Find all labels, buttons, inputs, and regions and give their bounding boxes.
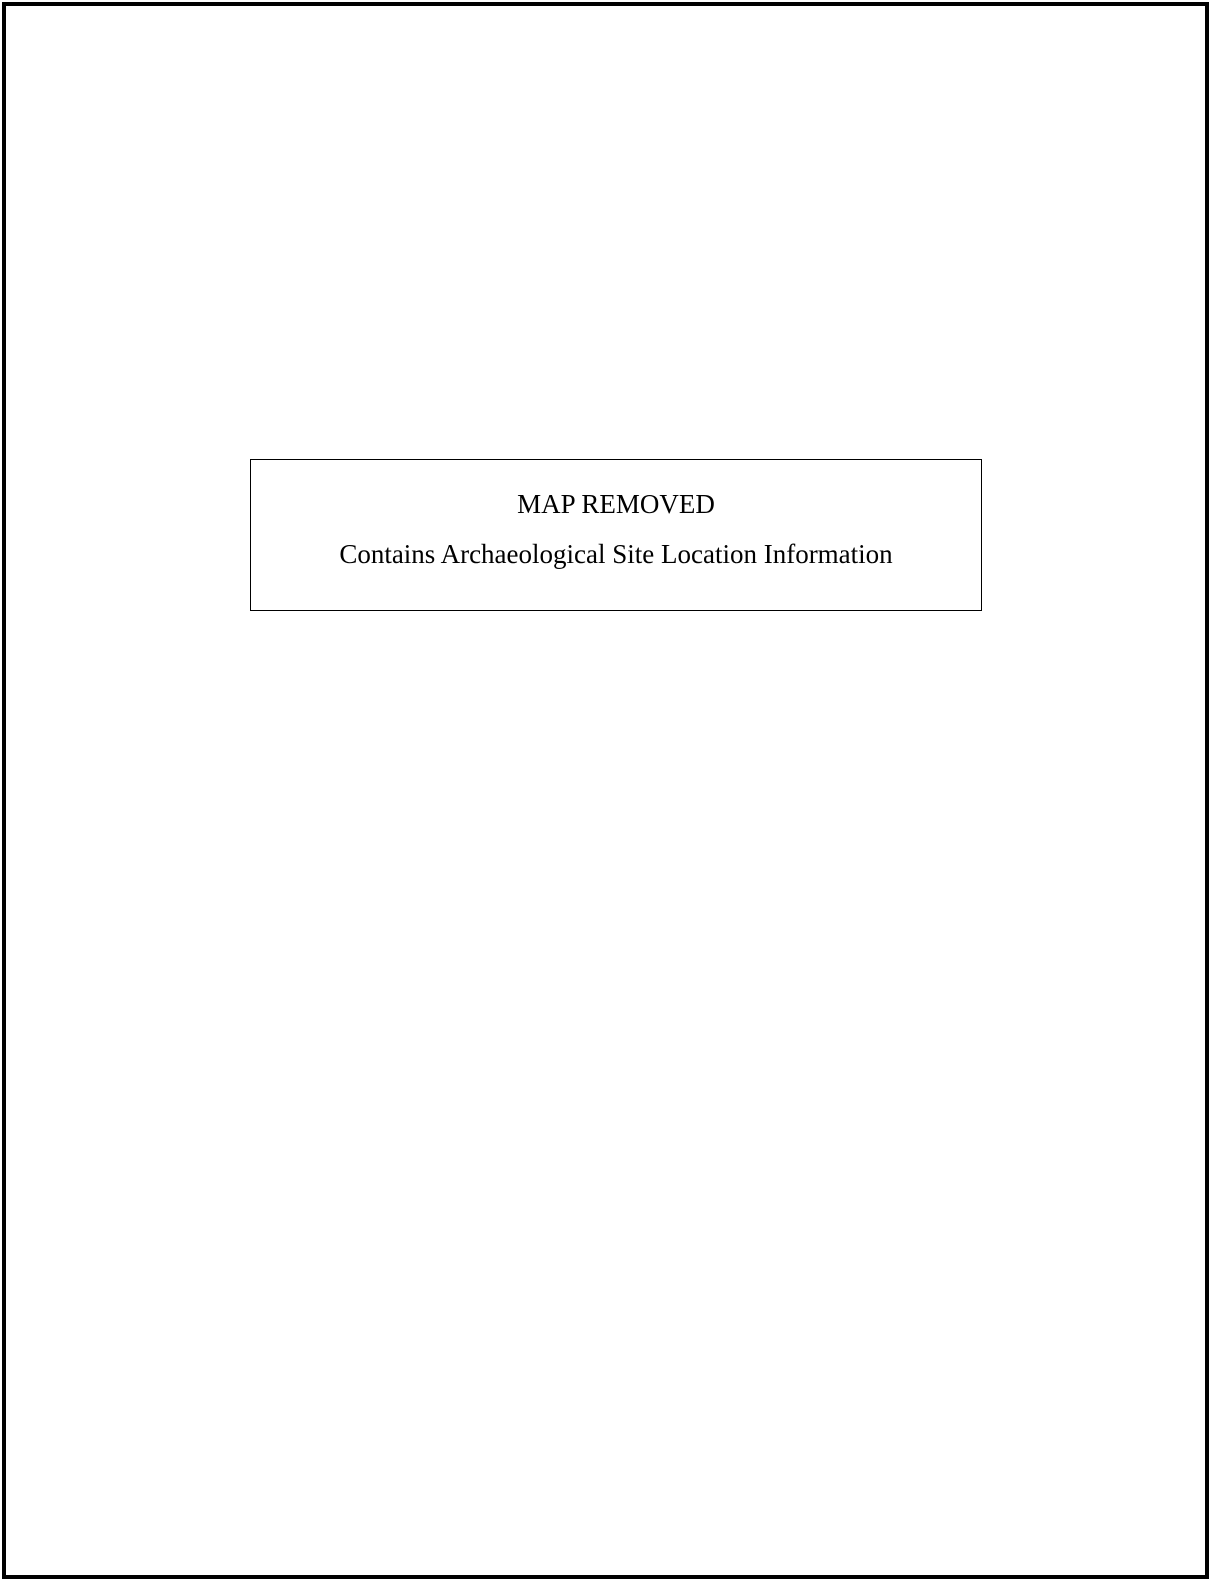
notice-title: MAP REMOVED — [517, 489, 715, 519]
notice-subtitle: Contains Archaeological Site Location Information — [339, 539, 893, 569]
page-frame — [2, 2, 1209, 1579]
map-removed-notice — [250, 459, 982, 611]
